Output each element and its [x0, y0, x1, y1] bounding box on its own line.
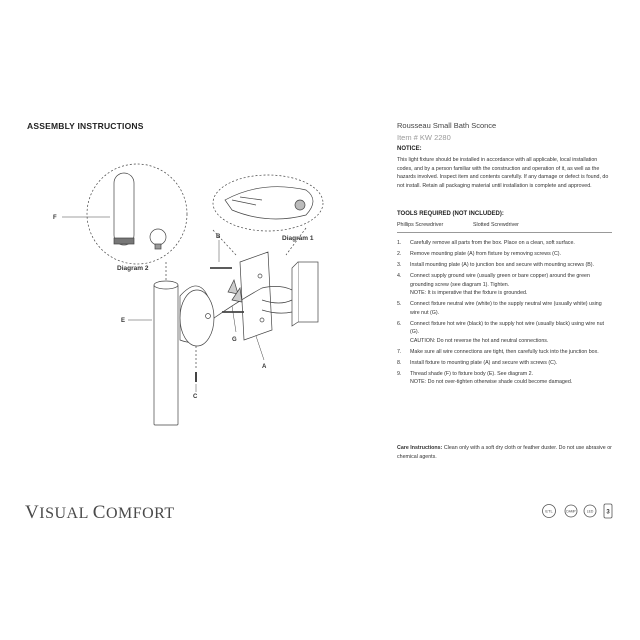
- step-item: [397, 348, 612, 357]
- label-leader-a: [256, 336, 264, 360]
- care-label: Care Instructions:: [397, 445, 443, 451]
- divider: [397, 232, 612, 233]
- junction-box: [298, 262, 318, 322]
- label-e: E: [121, 318, 126, 324]
- step-item: [397, 272, 612, 298]
- canopy-screw: [206, 314, 211, 319]
- step-number: 3.: [397, 261, 402, 268]
- step-number: 9.: [397, 370, 402, 377]
- label-f: F: [53, 215, 57, 221]
- bulb: [150, 229, 166, 245]
- step-item: [397, 359, 612, 368]
- label-a: A: [262, 364, 267, 370]
- page-number: 3: [606, 509, 610, 516]
- step-text: Make sure all wire connections are tight, then carefully tuck into the junction box.: [410, 348, 599, 355]
- item-number: Item # KW 2280: [397, 133, 451, 142]
- label-leader-g: [232, 306, 236, 332]
- certification-badges: [540, 500, 620, 522]
- label-g: G: [232, 337, 237, 343]
- damp-location-icon: [565, 505, 577, 517]
- step-text: Install fixture to mounting plate (A) and secure with screws (C).: [410, 359, 558, 366]
- step-note: CAUTION: Do not reverse the hot and neutral connections.: [410, 337, 549, 344]
- step-item: [397, 239, 612, 248]
- step-item: [397, 300, 612, 317]
- wire-nut-g: [228, 280, 238, 294]
- tools-list: [397, 222, 612, 228]
- diagram-2-label: Diagram 2: [117, 265, 149, 272]
- damp-text: DAMP: [566, 509, 576, 514]
- brand-letter: V: [25, 502, 40, 523]
- diagram-1-label: Diagram 1: [282, 235, 314, 242]
- page-number-badge: [604, 504, 612, 518]
- brand-word: OMFORT: [105, 505, 175, 522]
- step-text: Connect fixture hot wire (black) to the supply hot wire (usually black) using wire nut (G).: [410, 320, 605, 336]
- step-item: [397, 261, 612, 270]
- led-text: LED: [586, 509, 594, 514]
- step-text: Carefully remove all parts from the box. Place on a clean, soft surface.: [410, 240, 575, 246]
- step-item: [397, 320, 612, 346]
- fixture-body-e: [154, 285, 178, 425]
- step-number: 7.: [397, 348, 402, 355]
- brand-logo: [25, 502, 175, 524]
- shade-thread: [114, 238, 134, 244]
- step-text: Thread shade (F) to fixture body (E). See diagram 2.: [410, 370, 534, 377]
- step-text: Install mounting plate (A) to junction box and secure with mounting screws (B).: [410, 261, 595, 268]
- tool-phillips-screwdriver: Phillips Screwdriver: [397, 222, 444, 228]
- product-title: Rousseau Small Bath Sconce: [397, 121, 497, 130]
- etl-listed-icon: [543, 505, 556, 518]
- led-icon: [584, 505, 596, 517]
- step-number: 8.: [397, 359, 402, 366]
- step-item: [397, 370, 612, 387]
- bulb-base: [155, 244, 161, 249]
- step-note: NOTE: It is imperative that the fixture is grounded.: [410, 290, 528, 297]
- brand-word: ISUAL: [39, 505, 89, 522]
- step-number: 6.: [397, 320, 402, 327]
- label-b: B: [216, 234, 221, 240]
- grounding-screw: [295, 200, 305, 210]
- care-text: Clean only with a soft dry cloth or feather duster. Do not use abrasive or chemical agents.: [397, 445, 612, 460]
- step-number: 4.: [397, 272, 402, 279]
- step-number: 5.: [397, 301, 402, 308]
- steps-list: [397, 239, 612, 389]
- tools-title: TOOLS REQUIRED (NOT INCLUDED):: [397, 211, 504, 217]
- step-number: 2.: [397, 250, 402, 257]
- step-text: Connect supply ground wire (usually green or bare copper) around the green grounding screw (see diagram 1). Tighten.: [410, 272, 590, 288]
- step-text: Connect fixture neutral wire (white) to the supply neutral wire (usually white) using wire nut (G).: [410, 301, 602, 316]
- label-c: C: [193, 394, 198, 400]
- brand-letter: C: [92, 502, 106, 523]
- notice-title: NOTICE:: [397, 146, 422, 152]
- step-item: [397, 250, 612, 259]
- assembly-diagram: [0, 0, 390, 460]
- fixture-body-top: [154, 281, 178, 289]
- mounting-plate-a: [240, 252, 272, 340]
- step-number: 1.: [397, 240, 402, 246]
- page-heading: ASSEMBLY INSTRUCTIONS: [27, 121, 144, 131]
- diagram-2-circle: [87, 164, 187, 264]
- notice-text: This light fixture should be installed in accordance with all applicable, local installation codes, and by a person familiar with the construction and operation of it, as well as the hazards involved. Inspect item and contents carefully. If any damage or defect is found, do not install. Retain all packaging material until installation is complete and approved.: [397, 157, 609, 189]
- step-text: Remove mounting plate (A) from fixture by removing screws (C).: [410, 250, 562, 257]
- care-instructions: [397, 444, 612, 461]
- etl-text: ETL: [545, 508, 553, 514]
- step-note: NOTE: Do not over-tighten otherwise shade could become damaged.: [410, 379, 573, 386]
- shade-f: [114, 173, 134, 245]
- tool-slotted-screwdriver: Slotted Screwdriver: [473, 222, 519, 228]
- junction-box-side: [292, 262, 298, 326]
